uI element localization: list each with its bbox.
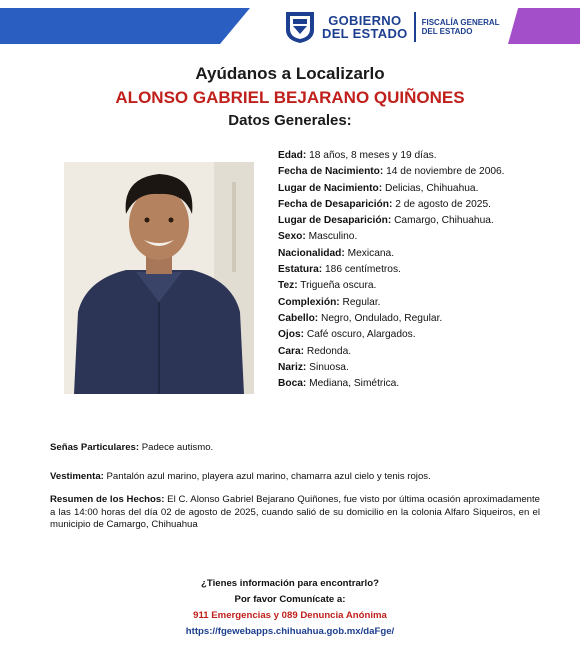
brand-line-1: GOBIERNO — [328, 13, 402, 28]
field-nacionalidad — [278, 246, 532, 262]
header-blue-band — [0, 8, 250, 44]
field-label: Nacionalidad: — [278, 247, 345, 259]
senas-value: Padece autismo. — [139, 442, 214, 453]
field-cara — [278, 344, 532, 360]
field-cabello — [278, 311, 532, 327]
field-estatura — [278, 262, 532, 278]
state-seal-icon — [284, 10, 316, 44]
contact-footer — [0, 576, 580, 640]
field-value: Camargo, Chihuahua. — [391, 215, 494, 227]
senas-particulares — [50, 442, 540, 455]
footer-question: ¿Tienes información para encontrarlo? — [201, 578, 379, 589]
field-value: Regular. — [339, 296, 381, 308]
field-label: Lugar de Nacimiento: — [278, 182, 383, 194]
field-label: Cabello: — [278, 312, 319, 324]
field-value: Café oscuro, Alargados. — [304, 329, 416, 341]
government-wordmark — [322, 14, 408, 40]
field-value: Delicias, Chihuahua. — [382, 182, 479, 194]
field-value: Trigueña oscura. — [297, 280, 377, 292]
person-name: ALONSO GABRIEL BEJARANO QUIÑONES — [115, 88, 465, 107]
footer-call: Por favor Comunícate a: — [234, 594, 346, 605]
field-lugar-nacimiento — [278, 181, 532, 197]
agency-line-2: DEL ESTADO — [421, 27, 473, 36]
field-fecha-desaparicion — [278, 197, 532, 213]
field-label: Fecha de Nacimiento: — [278, 166, 384, 178]
field-sexo — [278, 229, 532, 245]
field-boca — [278, 376, 532, 392]
footer-emergency: 911 Emergencias y 089 Denuncia Anónima — [193, 610, 387, 621]
agency-line-1: FISCALÍA GENERAL — [421, 18, 500, 27]
field-lugar-desaparicion — [278, 213, 532, 229]
field-label: Sexo: — [278, 231, 306, 243]
vestimenta-label: Vestimenta: — [50, 471, 104, 482]
field-label: Fecha de Desaparición: — [278, 198, 393, 210]
field-label: Ojos: — [278, 329, 305, 341]
field-value: 2 de agosto de 2025. — [392, 198, 491, 210]
brand-line-2: DEL ESTADO — [322, 26, 408, 41]
resumen-value: El C. Alonso Gabriel Bejarano Quiñones, fue visto por última ocasión aproximadamente a las 14:00 horas del día 02 de agosto de 2025, cuando salió de su domicilio en la colonia Alfaro Siqueiros, en el municipio de Camargo, Chihuahua — [50, 494, 541, 530]
field-label: Edad: — [278, 150, 307, 161]
field-label: Lugar de Desaparición: — [278, 215, 392, 227]
field-label: Tez: — [278, 280, 298, 292]
field-value: 186 centímetros. — [322, 264, 401, 276]
field-label: Estatura: — [278, 264, 323, 276]
agency-wordmark — [422, 18, 500, 36]
field-value: Mediana, Simétrica. — [306, 378, 400, 390]
field-value: Redonda. — [304, 345, 352, 357]
logo-divider — [414, 12, 416, 42]
field-value: Sinuosa. — [306, 361, 349, 373]
field-nariz — [278, 360, 532, 376]
section-subtitle: Datos Generales: — [228, 112, 352, 129]
senas-label: Señas Particulares: — [50, 442, 140, 453]
field-label: Nariz: — [278, 361, 307, 373]
header-purple-band — [508, 8, 580, 44]
field-label: Boca: — [278, 378, 307, 390]
field-value: Mexicana. — [344, 247, 395, 259]
person-photo — [64, 162, 254, 394]
field-ojos — [278, 327, 532, 343]
field-label: Cara: — [278, 345, 305, 357]
resumen-hechos — [50, 494, 540, 532]
general-data-list — [278, 148, 532, 392]
field-value: 14 de noviembre de 2006. — [383, 166, 505, 178]
field-value: Negro, Ondulado, Regular. — [318, 312, 443, 324]
field-value: 18 años, 8 meses y 19 días. — [306, 150, 437, 161]
field-label: Complexión: — [278, 296, 340, 308]
field-edad — [278, 148, 532, 164]
field-fecha-nacimiento — [278, 164, 532, 180]
footer-url-link[interactable]: https://fgewebapps.chihuahua.gob.mx/daFge/ — [185, 626, 395, 637]
page-title: Ayúdanos a Localizarlo — [195, 64, 385, 83]
field-value: Masculino. — [305, 231, 358, 243]
field-complexion — [278, 295, 532, 311]
vestimenta — [50, 471, 540, 484]
field-tez — [278, 278, 532, 294]
resumen-label: Resumen de los Hechos: — [50, 494, 165, 505]
vestimenta-value: Pantalón azul marino, playera azul marino, chamarra azul cielo y tenis rojos. — [103, 471, 431, 482]
government-logo — [284, 9, 500, 45]
